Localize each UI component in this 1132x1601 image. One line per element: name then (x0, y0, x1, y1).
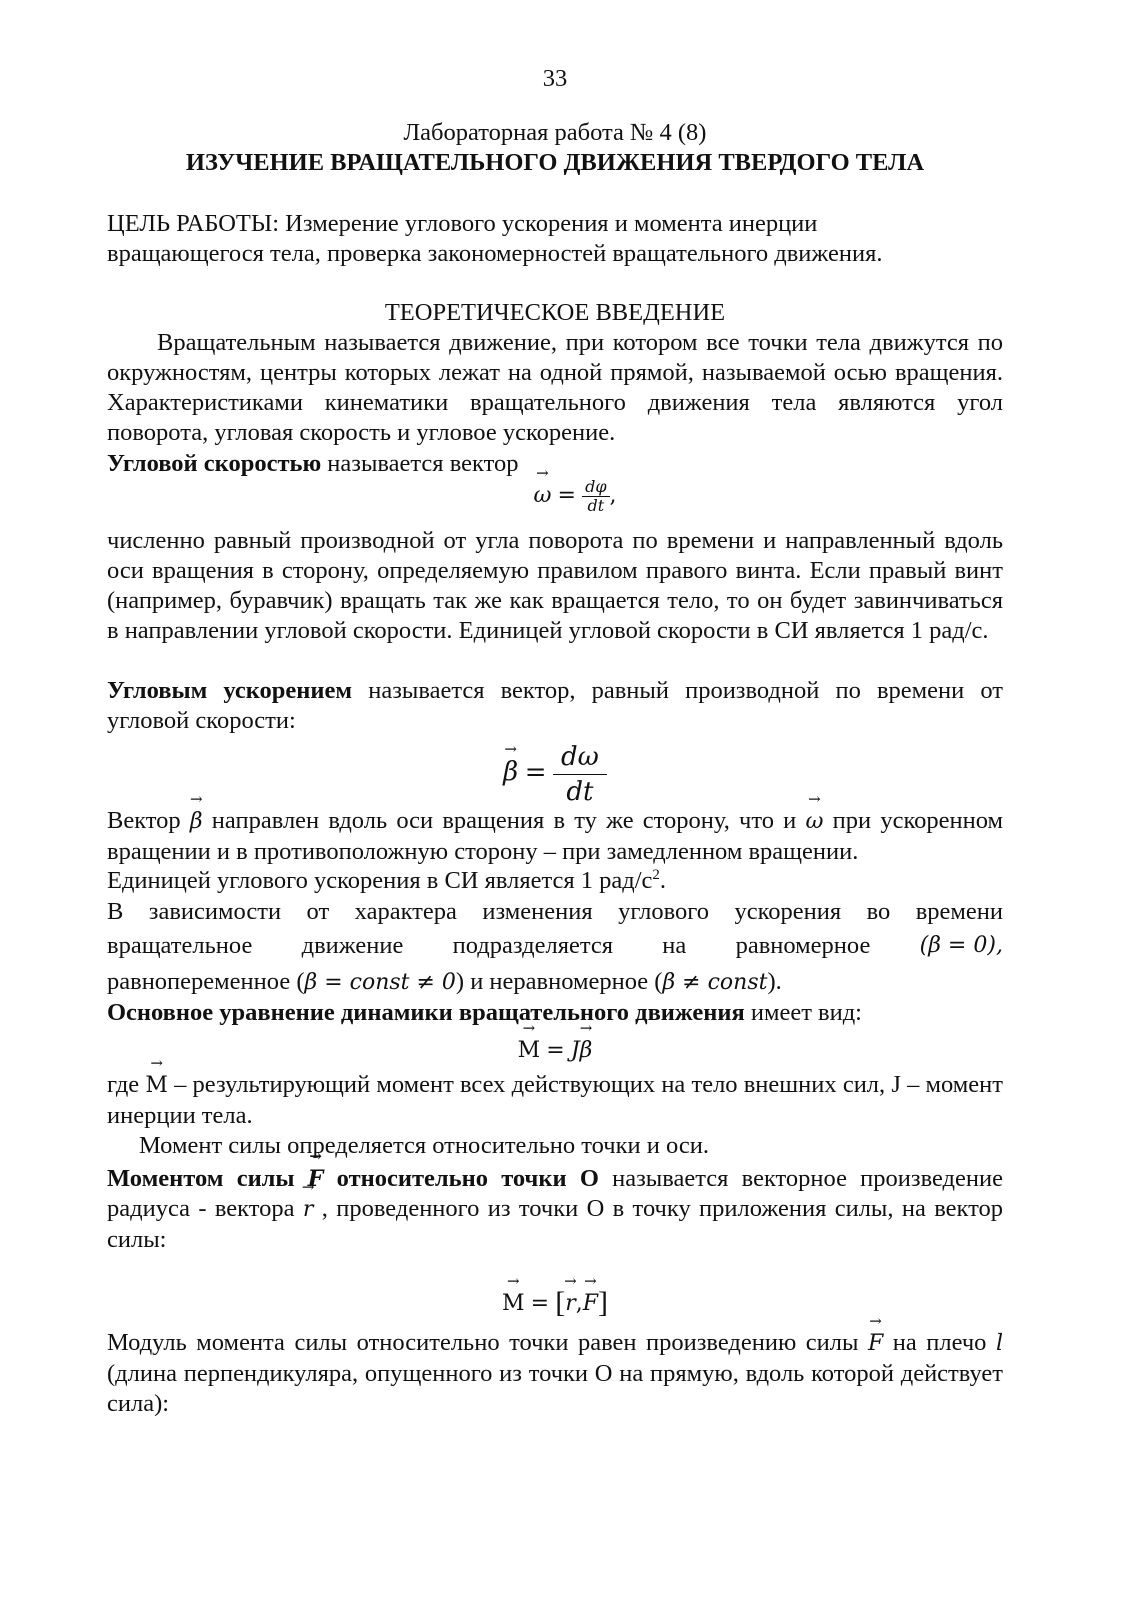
angular-velocity-term: Угловой скоростью (107, 450, 322, 477)
dynamics-where-paragraph (107, 1070, 1003, 1131)
beta-symbol: → β (190, 807, 203, 837)
variable-formula: β = const ≠ 0 (304, 970, 456, 995)
term-text: Моментом силы (107, 1165, 308, 1192)
text: называется векторное произведение радиуса - вектора (107, 1165, 1003, 1222)
angular-velocity-def (107, 449, 1003, 479)
formula-comma: , (609, 483, 617, 509)
modulus-paragraph (107, 1328, 1003, 1419)
lab-work-line: Лабораторная работа № 4 (8) (403, 119, 707, 146)
lever-arm-symbol: l (995, 1331, 1003, 1356)
fraction (553, 740, 607, 809)
moment-symbol: → M (145, 1071, 168, 1101)
word: движение (301, 932, 404, 959)
comma: , (575, 1291, 583, 1316)
text: – результирующий момент всех действующих на тело внешних сил, J – момент инерции тела. (107, 1071, 1003, 1129)
omega-symbol: → ω (806, 807, 824, 837)
page-number: 33 (542, 65, 568, 92)
word: на (662, 932, 687, 959)
word: вращательное (107, 932, 253, 959)
classification-line-2 (107, 931, 1003, 961)
term-text: относительно точки О (323, 1165, 599, 1192)
classification-line-3 (107, 967, 1003, 998)
goal-line-1: ЦЕЛЬ РАБОТЫ: Измерение углового ускорения и момента инерции (107, 210, 818, 237)
word: подразделяется (452, 932, 613, 959)
angular-acceleration-formula (107, 740, 1003, 809)
intro-heading: ТЕОРЕТИЧЕСКОЕ ВВЕДЕНИЕ (384, 299, 726, 326)
text: равнопеременное ( (107, 968, 305, 995)
moment-definition-line: Момент силы определяется относительно точки и оси. (139, 1132, 709, 1159)
force-symbol: → F (308, 1164, 324, 1194)
dynamics-equation-intro (107, 998, 1003, 1028)
angular-acceleration-rest: называется вектор, равный производной по времени от угловой скорости: (107, 677, 1003, 734)
dynamics-formula (107, 1035, 1003, 1066)
superscript: 2 (652, 866, 660, 883)
angular-velocity-formula (107, 478, 1003, 515)
document-title: ИЗУЧЕНИЕ ВРАЩАТЕЛЬНОГО ДВИЖЕНИЯ ТВЕРДОГО ТЕЛА (185, 149, 925, 176)
fraction (582, 478, 609, 515)
text: , проведенного из точки О в точку приложения силы, на вектор силы: (107, 1195, 1003, 1253)
text: ). (767, 968, 782, 995)
force-symbol: → F (868, 1329, 883, 1359)
fraction-denominator: dt (566, 777, 594, 807)
rotation-definition: Вращательным называется движение, при котором все точки тела движутся по окружностям, центры которых лежат на одной прямой, называемой осью вращения. Характеристиками кинематики вращательного движения тела являются угол поворота, угловая скорость и угловое ускорение. (107, 329, 1003, 446)
beta-direction-paragraph (107, 806, 1003, 867)
text: направлен вдоль оси вращения в ту же сторону, что и (202, 807, 806, 834)
nonuniform-formula: β ≠ const (662, 970, 768, 995)
text: Модуль момента силы относительно точки равен произведению силы (107, 1329, 868, 1356)
dynamics-rest: имеет вид: (744, 999, 862, 1026)
beta-symbol: → β (580, 1036, 593, 1066)
inertia-symbol: J (570, 1038, 580, 1063)
uniform-formula: (β = 0), (919, 933, 1003, 958)
goal-block (107, 209, 1003, 269)
text: ) и неравномерное ( (455, 968, 663, 995)
bracket: [ (555, 1286, 566, 1319)
force-symbol: → F (583, 1289, 598, 1319)
equals-sign: = (557, 483, 576, 509)
equals-sign: = (524, 757, 547, 788)
text: . (659, 867, 667, 894)
angular-acceleration-def (107, 676, 1003, 736)
radius-symbol: → r (303, 1195, 314, 1225)
fraction-denominator: dt (587, 496, 605, 515)
word: равномерное (735, 932, 871, 959)
text: Единицей углового ускорения в СИ является 1 рад/с (107, 867, 653, 894)
text: где (107, 1071, 146, 1098)
fraction-numerator: dω (553, 740, 607, 775)
moment-symbol: → M (518, 1036, 541, 1066)
equals-sign: = (530, 1291, 550, 1316)
angular-velocity-paragraph: численно равный производной от угла поворота по времени и направленный вдоль оси вращения в сторону, определяемую правилом правого винта. Если правый винт (например, буравчик) вращать так же как вращается тело, то он будет завинчиваться в направлении угловой скорости. Единицей угловой скорости в СИ является 1 рад/с. (107, 527, 1003, 644)
dynamics-term: Основное уравнение динамики вращательного движения (107, 999, 745, 1026)
equals-sign: = (546, 1038, 565, 1063)
text: на плечо (883, 1329, 996, 1356)
classification-line-1: В зависимости от характера изменения углового ускорения во времени (107, 898, 1003, 925)
text: Вектор (107, 807, 190, 834)
bracket: ] (598, 1286, 608, 1319)
moment-point-paragraph (107, 1164, 1003, 1255)
fraction-numerator: dφ (582, 478, 609, 497)
moment-symbol: → M (502, 1289, 525, 1319)
angular-acceleration-term: Угловым ускорением (107, 677, 353, 704)
angular-velocity-rest: называется вектор (321, 450, 519, 477)
acceleration-unit-line (107, 866, 1003, 896)
text: (длина перпендикуляра, опущенного из точки О на прямую, вдоль которой действует сила): (107, 1360, 1003, 1417)
radius-symbol: → r (565, 1289, 576, 1319)
omega-symbol: → ω (533, 481, 551, 511)
text: при ускоренном вращении и в противоположную сторону – при замедленном вращении. (107, 807, 1003, 865)
beta-symbol: → β (503, 757, 518, 787)
goal-line-2: вращающегося тела, проверка закономерностей вращательного движения. (107, 240, 883, 267)
